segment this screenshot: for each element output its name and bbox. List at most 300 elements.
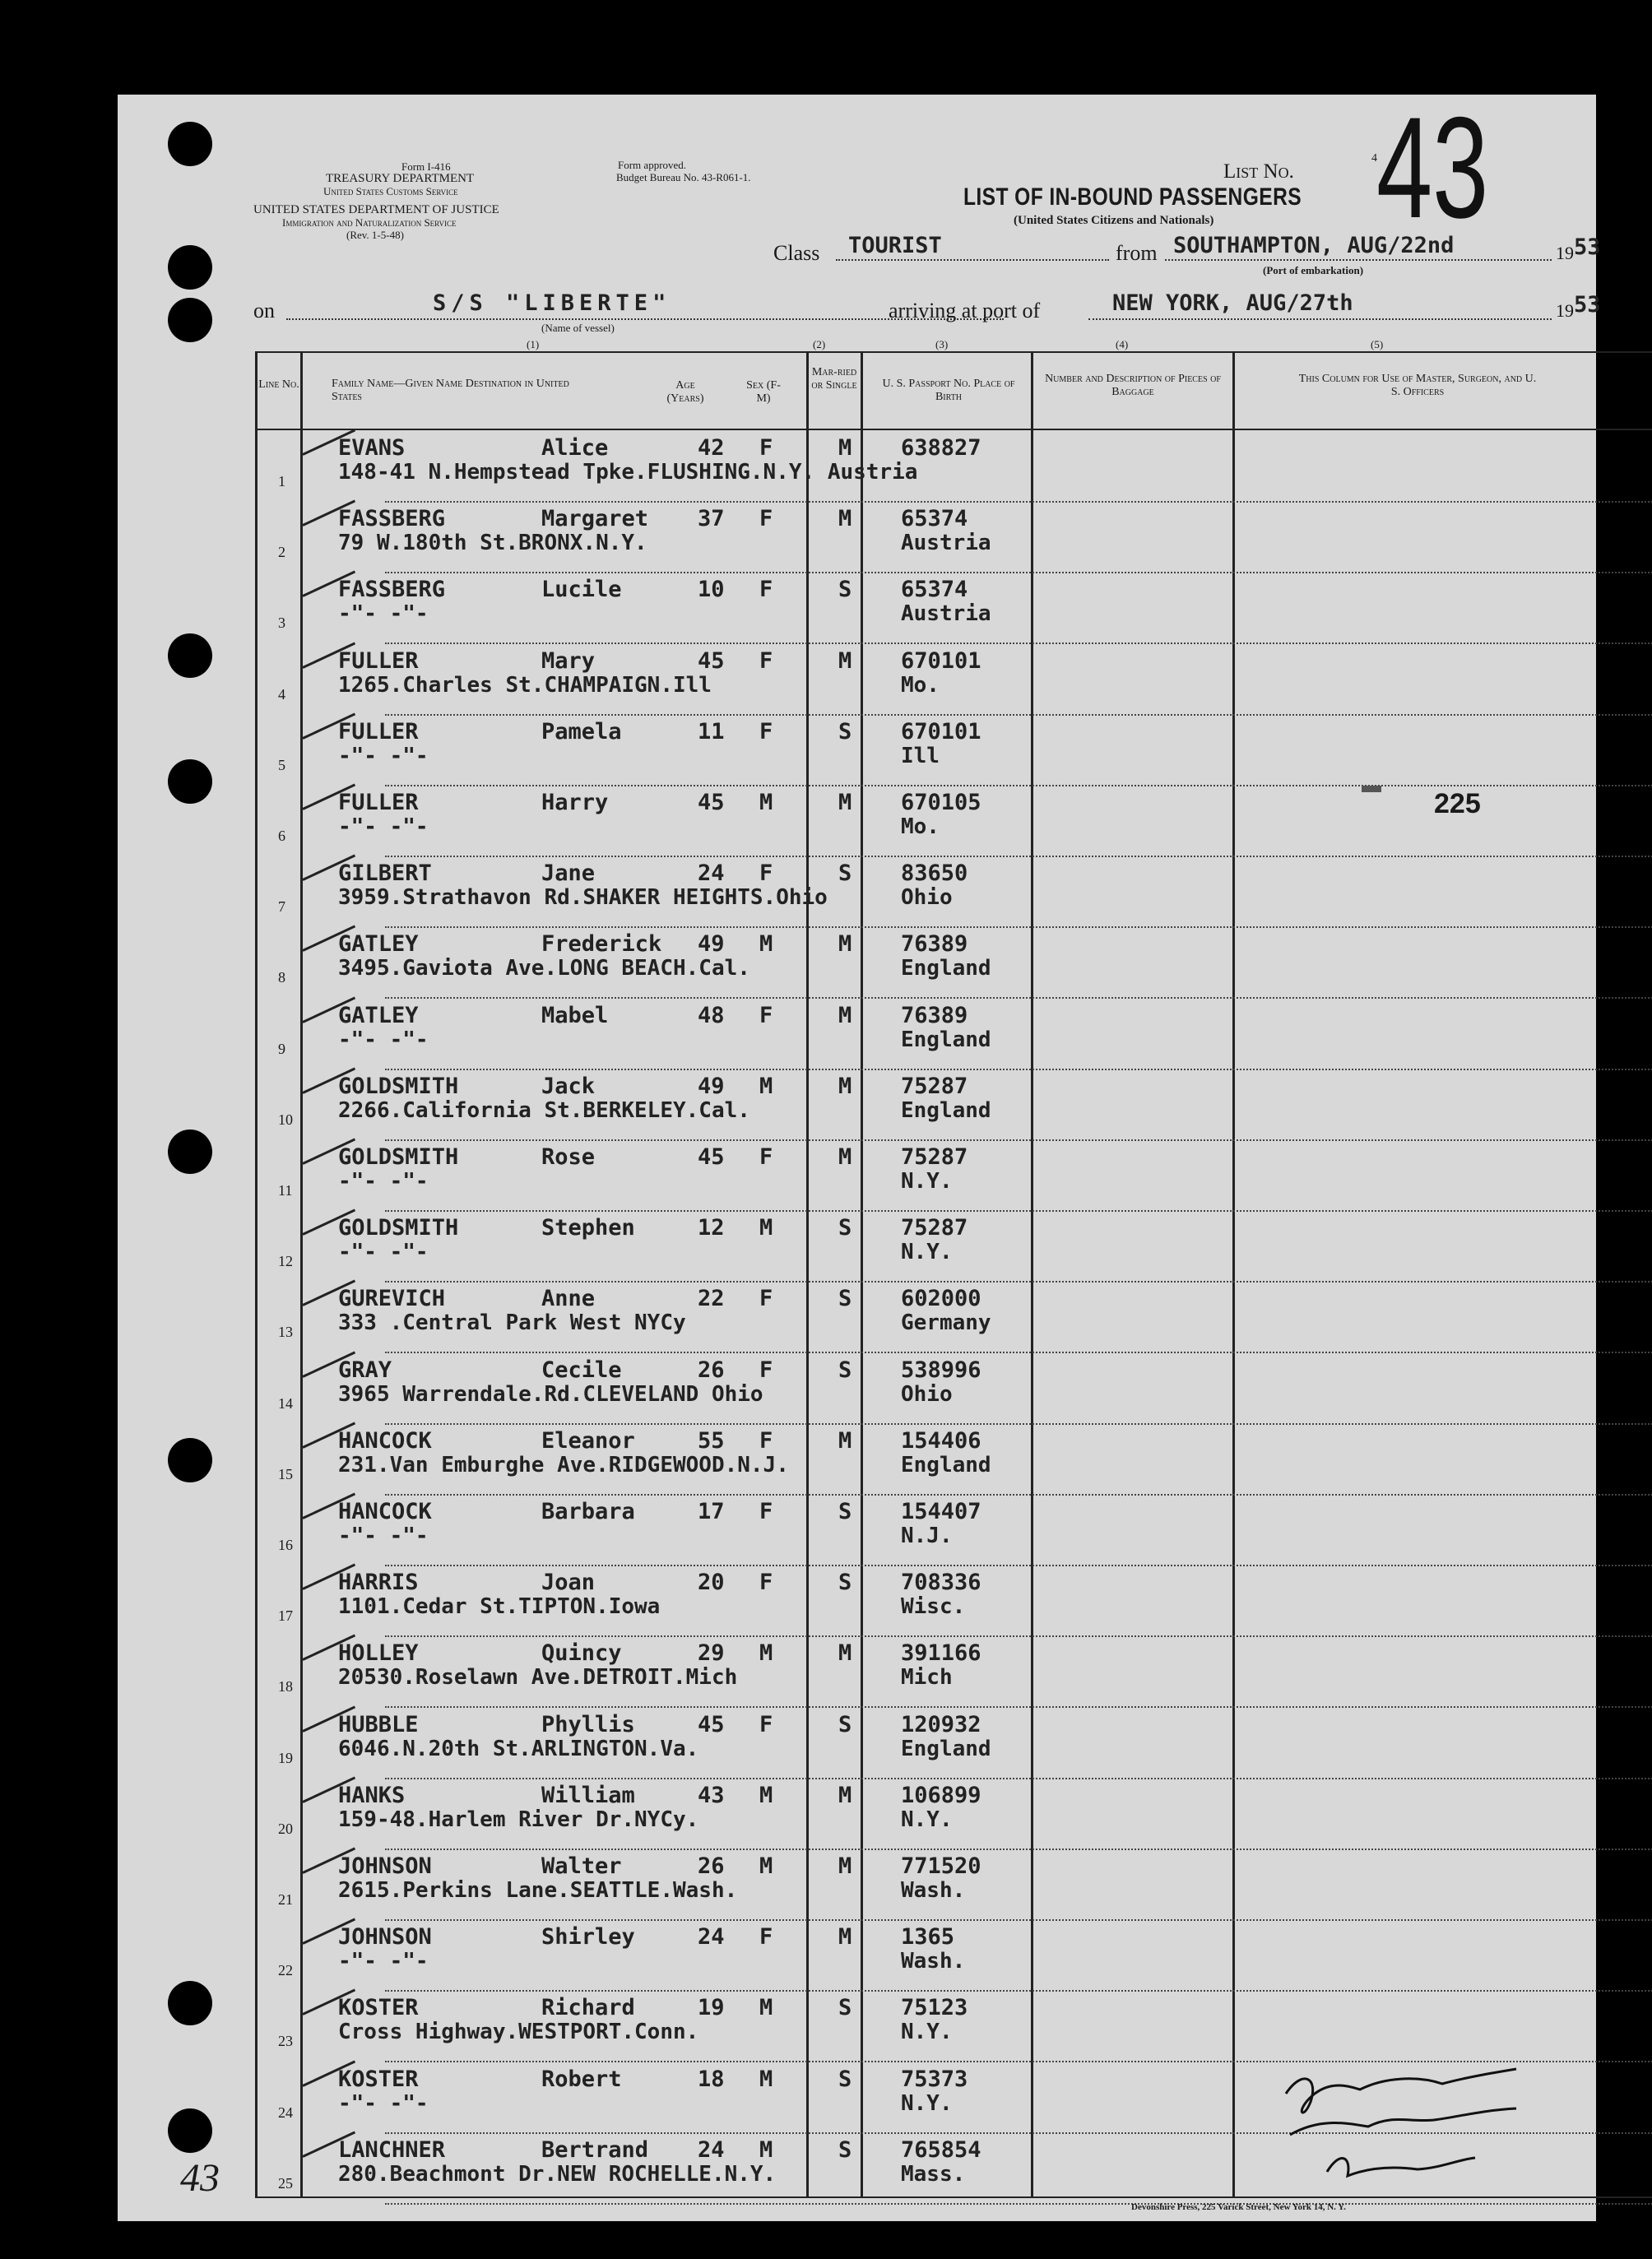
- family-name: HANKS: [338, 1782, 406, 1808]
- age: 24: [698, 2136, 725, 2163]
- family-name: GOLDSMITH: [338, 1144, 459, 1170]
- punch-hole: [168, 1438, 212, 1482]
- address: 3959.Strathavon Rd.SHAKER HEIGHTS.Ohio: [338, 885, 828, 911]
- form-number: Form I-416: [401, 160, 451, 173]
- marital-status: M: [838, 1782, 852, 1808]
- passport-number: 76389: [901, 1002, 968, 1028]
- passport-number: 538996: [901, 1357, 981, 1383]
- age: 37: [698, 506, 725, 532]
- given-name: Mabel: [541, 1002, 609, 1028]
- line-number: 14: [278, 1394, 293, 1412]
- table-row: [385, 926, 1652, 928]
- table-left-rule: [255, 351, 258, 2198]
- sex: M: [759, 1995, 773, 2021]
- col-num-5: (5): [1371, 338, 1384, 350]
- place-of-birth: N.Y.: [901, 1807, 953, 1832]
- passport-number: 638827: [901, 435, 981, 461]
- table-row: [385, 1848, 1652, 1850]
- given-name: Stephen: [541, 1215, 635, 1241]
- line-number: 19: [278, 1749, 293, 1766]
- place-of-birth: N.Y.: [901, 1240, 953, 1265]
- marital-status: S: [838, 1711, 852, 1737]
- passport-number: 602000: [901, 1286, 981, 1312]
- from-line: [1165, 259, 1552, 261]
- from-label: from: [1116, 241, 1158, 265]
- line-number: 2: [278, 544, 285, 561]
- table-row: [385, 1706, 1652, 1708]
- given-name: Richard: [541, 1995, 635, 2021]
- passport-number: 120932: [901, 1711, 981, 1737]
- given-name: Margaret: [541, 506, 649, 532]
- address: 159-48.Harlem River Dr.NYCy.: [338, 1807, 699, 1832]
- table-row: [385, 997, 1652, 999]
- family-name: HARRIS: [338, 1570, 419, 1596]
- sex: F: [759, 1711, 773, 1737]
- age: 42: [698, 435, 725, 461]
- sex: M: [759, 931, 773, 958]
- given-name: Walter: [541, 1853, 622, 1879]
- class-line: [836, 259, 1109, 261]
- address: -"- -"-: [338, 2090, 429, 2116]
- marital-status: M: [838, 1853, 852, 1879]
- address: -"- -"-: [338, 1027, 429, 1052]
- list-no-small: 4: [1371, 152, 1377, 165]
- sex: M: [759, 2136, 773, 2163]
- sex: F: [759, 1144, 773, 1170]
- sex: M: [759, 1073, 773, 1099]
- given-name: Lucile: [541, 577, 622, 603]
- sex: F: [759, 577, 773, 603]
- justice-dept: UNITED STATES DEPARTMENT OF JUSTICE: [253, 203, 499, 216]
- passport-number: 83650: [901, 860, 968, 887]
- header-rule: [255, 429, 1652, 430]
- marital-status: M: [838, 1002, 852, 1028]
- marital-status: M: [838, 1144, 852, 1170]
- passport-number: 154406: [901, 1427, 981, 1454]
- address: 3495.Gaviota Ave.LONG BEACH.Cal.: [338, 956, 750, 981]
- place-of-birth: Ill: [901, 743, 940, 768]
- given-name: Frederick: [541, 931, 662, 958]
- table-row: [385, 572, 1652, 573]
- age: 26: [698, 1853, 725, 1879]
- treasury-dept: TREASURY DEPARTMENT: [326, 172, 475, 185]
- signature-text-1: [1335, 2069, 1339, 2070]
- sex: F: [759, 1570, 773, 1596]
- place-of-birth: N.J.: [901, 1524, 953, 1548]
- line-number: 22: [278, 1962, 293, 1979]
- marital-status: M: [838, 435, 852, 461]
- class-label: Class: [773, 241, 820, 265]
- officer-signature: [1269, 2044, 1582, 2192]
- officer-note: 225: [1434, 788, 1481, 819]
- col-officers-rule: [1232, 351, 1235, 2198]
- line-number: 20: [278, 1820, 293, 1837]
- marital-status: M: [838, 1073, 852, 1099]
- passport-number: 65374: [901, 577, 968, 603]
- given-name: Anne: [541, 1286, 596, 1312]
- vessel-name: S/S "LIBERTE": [433, 290, 671, 316]
- line-number: 25: [278, 2174, 293, 2192]
- ins-service: Immigration and Naturalization Service: [282, 216, 457, 229]
- age: 17: [698, 1499, 725, 1524]
- table-row: [385, 1423, 1652, 1425]
- manifest-sheet: [118, 88, 1601, 2221]
- family-name: EVANS: [338, 435, 406, 461]
- given-name: Jane: [541, 860, 596, 887]
- marital-status: S: [838, 1499, 852, 1524]
- address: -"- -"-: [338, 1524, 429, 1548]
- embark-label: (Port of embarkation): [1263, 264, 1364, 276]
- given-name: Jack: [541, 1073, 596, 1099]
- form-approved: Form approved.: [618, 159, 687, 171]
- place-of-birth: Germany: [901, 1310, 991, 1336]
- punch-hole: [168, 122, 212, 166]
- family-name: GOLDSMITH: [338, 1215, 459, 1241]
- passport-number: 771520: [901, 1853, 981, 1879]
- age: 45: [698, 647, 725, 674]
- address: 79 W.180th St.BRONX.N.Y.: [338, 531, 647, 556]
- passport-number: 670101: [901, 718, 981, 744]
- header-passport: U. S. Passport No. Place of Birth: [882, 378, 1015, 403]
- table-bottom-rule: [255, 2196, 1652, 2198]
- given-name: Quincy: [541, 1640, 622, 1667]
- header-line-no: Line No.: [258, 378, 299, 391]
- family-name: GOLDSMITH: [338, 1073, 459, 1099]
- table-row: [385, 1778, 1652, 1779]
- marital-status: S: [838, 2066, 852, 2092]
- given-name: Bertrand: [541, 2136, 649, 2163]
- table-row: [385, 1565, 1652, 1566]
- signature-text-3: [1335, 2151, 1338, 2152]
- place-of-birth: Wash.: [901, 1949, 966, 1974]
- given-name: Eleanor: [541, 1427, 635, 1454]
- punch-hole: [168, 298, 212, 342]
- sex: F: [759, 647, 773, 674]
- punch-hole: [168, 245, 212, 290]
- age: 48: [698, 1002, 725, 1028]
- col-baggage-rule: [1031, 351, 1033, 2198]
- sex: F: [759, 860, 773, 887]
- marital-status: M: [838, 790, 852, 815]
- family-name: FASSBERG: [338, 506, 446, 532]
- address: 2266.California St.BERKELEY.Cal.: [338, 1097, 750, 1123]
- age: 19: [698, 1995, 725, 2021]
- passport-number: 670105: [901, 790, 981, 815]
- age: 18: [698, 2066, 725, 2092]
- col-line-no-rule: [300, 351, 303, 2198]
- address: 231.Van Emburghe Ave.RIDGEWOOD.N.J.: [338, 1452, 789, 1477]
- place-of-birth: Austria: [901, 531, 991, 556]
- address: 20530.Roselawn Ave.DETROIT.Mich: [338, 1665, 738, 1691]
- family-name: GATLEY: [338, 931, 419, 958]
- table-row: [385, 1352, 1652, 1353]
- age: 49: [698, 1073, 725, 1099]
- family-name: KOSTER: [338, 2066, 419, 2092]
- line-number: 17: [278, 1607, 293, 1625]
- age: 26: [698, 1357, 725, 1383]
- line-number: 15: [278, 1465, 293, 1482]
- address: 333 .Central Park West NYCy: [338, 1310, 686, 1336]
- marital-status: M: [838, 1427, 852, 1454]
- family-name: KOSTER: [338, 1995, 419, 2021]
- age: 24: [698, 1924, 725, 1951]
- punch-hole: [168, 633, 212, 678]
- table-top-rule: [255, 351, 1652, 353]
- sex: F: [759, 1499, 773, 1524]
- from-year-prefix: 19: [1556, 243, 1574, 263]
- passport-number: 391166: [901, 1640, 981, 1667]
- passport-number: 1365: [901, 1924, 955, 1951]
- col-passport-rule: [861, 351, 863, 2198]
- marital-status: S: [838, 1357, 852, 1383]
- col-num-4: (4): [1116, 338, 1129, 350]
- place-of-birth: England: [901, 1027, 991, 1052]
- given-name: Harry: [541, 790, 609, 815]
- address: 6046.N.20th St.ARLINGTON.Va.: [338, 1736, 699, 1761]
- place-of-birth: N.Y.: [901, 2090, 953, 2116]
- passport-number: 75123: [901, 1995, 968, 2021]
- sex: M: [759, 790, 773, 815]
- arrival-port: NEW YORK, AUG/27th: [1112, 290, 1353, 316]
- marital-status: M: [838, 1640, 852, 1667]
- table-row: [385, 856, 1652, 857]
- officer-mark: [1362, 786, 1381, 792]
- passport-number: 670101: [901, 647, 981, 674]
- marital-status: S: [838, 1570, 852, 1596]
- marital-status: S: [838, 1215, 852, 1241]
- table-row: [385, 1635, 1652, 1637]
- punch-hole: [168, 1981, 212, 2025]
- col-num-2: (2): [813, 338, 826, 350]
- sex: F: [759, 506, 773, 532]
- table-row: [385, 1139, 1652, 1141]
- place-of-birth: Mo.: [901, 814, 940, 839]
- given-name: Alice: [541, 435, 609, 461]
- passport-number: 75373: [901, 2066, 968, 2092]
- place-of-birth: England: [901, 956, 991, 981]
- passport-number: 106899: [901, 1782, 981, 1808]
- place-of-birth: N.Y.: [901, 1169, 953, 1194]
- passport-number: 75287: [901, 1073, 968, 1099]
- sex: F: [759, 435, 773, 461]
- address: 280.Beachmont Dr.NEW ROCHELLE.N.Y.: [338, 2161, 777, 2187]
- address: 2615.Perkins Lane.SEATTLE.Wash.: [338, 1878, 738, 1903]
- passport-number: 65374: [901, 506, 968, 532]
- place-of-birth: Mass.: [901, 2161, 966, 2187]
- table-row: [385, 1281, 1652, 1283]
- place-of-birth: England: [901, 1097, 991, 1123]
- marital-status: S: [838, 1995, 852, 2021]
- family-name: FULLER: [338, 647, 419, 674]
- given-name: Rose: [541, 1144, 596, 1170]
- marital-status: S: [838, 718, 852, 744]
- place-of-birth: N.Y.: [901, 2020, 953, 2045]
- line-number: 1: [278, 473, 285, 489]
- place-of-birth: Mo.: [901, 672, 940, 698]
- arrival-line: [1088, 318, 1552, 320]
- given-name: Shirley: [541, 1924, 635, 1951]
- line-number: 7: [278, 898, 285, 916]
- header-baggage: Number and Description of Pieces of Baggage: [1045, 373, 1221, 398]
- table-row: [385, 1494, 1652, 1496]
- margin-number: 43: [180, 2156, 220, 2200]
- line-number: 5: [278, 756, 285, 773]
- table-row: [385, 2203, 1652, 2205]
- age: 45: [698, 1711, 725, 1737]
- punch-hole: [168, 1130, 212, 1174]
- given-name: Pamela: [541, 718, 622, 744]
- passport-number: 75287: [901, 1144, 968, 1170]
- age: 12: [698, 1215, 725, 1241]
- vessel-label: (Name of vessel): [541, 322, 615, 334]
- marital-status: M: [838, 1924, 852, 1951]
- marital-status: S: [838, 860, 852, 887]
- family-name: FASSBERG: [338, 577, 446, 603]
- place-of-birth: Mich: [901, 1665, 953, 1691]
- given-name: Robert: [541, 2066, 622, 2092]
- age: 43: [698, 1782, 725, 1808]
- family-name: HOLLEY: [338, 1640, 419, 1667]
- marital-status: M: [838, 647, 852, 674]
- address: 1101.Cedar St.TIPTON.Iowa: [338, 1594, 661, 1620]
- list-number: 43: [1376, 88, 1489, 248]
- address: 148-41 N.Hempstead Tpke.FLUSHING.N.Y. Austria: [338, 460, 918, 485]
- marital-status: M: [838, 506, 852, 532]
- line-number: 8: [278, 969, 285, 986]
- marital-status: M: [838, 931, 852, 958]
- table-row: [385, 1990, 1652, 1992]
- table-row: [385, 1069, 1652, 1070]
- line-number: 10: [278, 1111, 293, 1128]
- place-of-birth: Austria: [901, 601, 991, 627]
- header-officers: This Column for Use of Master, Surgeon, and U. S. Officers: [1298, 373, 1537, 398]
- marital-status: S: [838, 2136, 852, 2163]
- family-name: FULLER: [338, 790, 419, 815]
- header-age: Age (Years): [666, 379, 704, 405]
- table-row: [385, 1919, 1652, 1921]
- sex: F: [759, 718, 773, 744]
- arrival-year: 53: [1574, 292, 1601, 318]
- col-married-rule: [806, 351, 809, 2198]
- from-year: 53: [1574, 234, 1601, 260]
- header-married: Mar-ried or Single: [811, 366, 857, 392]
- list-no-label: List No.: [1223, 160, 1294, 183]
- table-row: [385, 714, 1652, 716]
- age: 20: [698, 1570, 725, 1596]
- age: 22: [698, 1286, 725, 1312]
- address: -"- -"-: [338, 601, 429, 627]
- family-name: HANCOCK: [338, 1499, 432, 1524]
- line-number: 6: [278, 828, 285, 844]
- given-name: Mary: [541, 647, 596, 674]
- given-name: Joan: [541, 1570, 596, 1596]
- family-name: JOHNSON: [338, 1853, 432, 1879]
- line-number: 11: [278, 1182, 293, 1199]
- passport-number: 708336: [901, 1570, 981, 1596]
- family-name: HANCOCK: [338, 1427, 432, 1454]
- address: -"- -"-: [338, 1240, 429, 1265]
- family-name: JOHNSON: [338, 1924, 432, 1951]
- place-of-birth: Wash.: [901, 1878, 966, 1903]
- table-row: [385, 1210, 1652, 1212]
- printer-imprint: Devonshire Press, 225 Varick Street, New York 14, N. Y.: [1131, 2202, 1346, 2212]
- place-of-birth: Ohio: [901, 1381, 953, 1407]
- sex: F: [759, 1924, 773, 1951]
- family-name: GRAY: [338, 1357, 392, 1383]
- age: 45: [698, 1144, 725, 1170]
- form-subtitle: (United States Citizens and Nationals): [1014, 214, 1214, 227]
- age: 45: [698, 790, 725, 815]
- age: 49: [698, 931, 725, 958]
- form-title: LIST OF IN-BOUND PASSENGERS: [963, 183, 1302, 211]
- budget-bureau: Budget Bureau No. 43-R061-1.: [616, 171, 751, 183]
- sex: F: [759, 1286, 773, 1312]
- address: Cross Highway.WESTPORT.Conn.: [338, 2020, 699, 2045]
- address: 1265.Charles St.CHAMPAIGN.Ill: [338, 672, 712, 698]
- col-num-1: (1): [527, 338, 540, 350]
- header-name: Family Name—Given Name Destination in United States: [332, 378, 569, 403]
- punch-hole: [168, 759, 212, 804]
- table-row: [385, 785, 1652, 786]
- place-of-birth: Wisc.: [901, 1594, 966, 1620]
- address: -"- -"-: [338, 1949, 429, 1974]
- passport-number: 76389: [901, 931, 968, 958]
- age: 10: [698, 577, 725, 603]
- customs-service: United States Customs Service: [323, 185, 458, 197]
- passport-number: 765854: [901, 2136, 981, 2163]
- sex: F: [759, 1357, 773, 1383]
- marital-status: S: [838, 577, 852, 603]
- marital-status: S: [838, 1286, 852, 1312]
- class-value: TOURIST: [848, 233, 942, 258]
- line-number: 24: [278, 2104, 293, 2121]
- line-number: 13: [278, 1324, 293, 1341]
- place-of-birth: Ohio: [901, 885, 953, 911]
- form-revision: (Rev. 1-5-48): [346, 229, 404, 241]
- family-name: GILBERT: [338, 860, 432, 887]
- line-number: 18: [278, 1678, 293, 1695]
- header-sex: Sex (F-M): [746, 379, 781, 405]
- family-name: GUREVICH: [338, 1286, 446, 1312]
- given-name: Phyllis: [541, 1711, 635, 1737]
- given-name: William: [541, 1782, 635, 1808]
- from-value: SOUTHAMPTON, AUG/22nd: [1173, 233, 1455, 258]
- line-number: 21: [278, 1891, 293, 1908]
- on-label: on: [253, 299, 275, 322]
- address: -"- -"-: [338, 814, 429, 839]
- sex: F: [759, 1427, 773, 1454]
- sex: M: [759, 2066, 773, 2092]
- address: -"- -"-: [338, 743, 429, 768]
- family-name: FULLER: [338, 718, 419, 744]
- col-num-3: (3): [935, 338, 949, 350]
- place-of-birth: England: [901, 1452, 991, 1477]
- table-row: [385, 501, 1652, 503]
- line-number: 23: [278, 2033, 293, 2050]
- sex: M: [759, 1853, 773, 1879]
- family-name: LANCHNER: [338, 2136, 446, 2163]
- passport-number: 75287: [901, 1215, 968, 1241]
- family-name: HUBBLE: [338, 1711, 419, 1737]
- line-number: 16: [278, 1537, 293, 1553]
- place-of-birth: England: [901, 1736, 991, 1761]
- table-row: [385, 642, 1652, 644]
- punch-hole: [168, 2108, 212, 2153]
- family-name: GATLEY: [338, 1002, 419, 1028]
- line-number: 4: [278, 685, 285, 703]
- sex: M: [759, 1215, 773, 1241]
- address: -"- -"-: [338, 1169, 429, 1194]
